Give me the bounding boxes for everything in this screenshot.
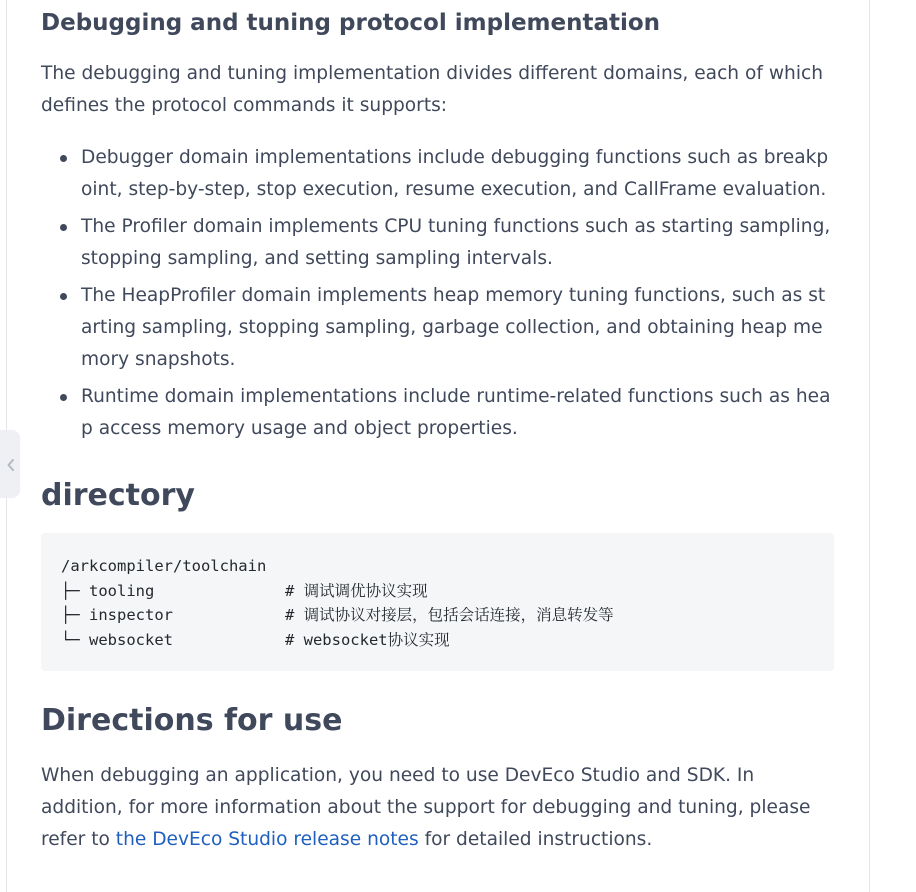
- domain-list: [41, 142, 836, 450]
- code-line: ├─ inspector # 调试协议对接层，包括会话连接，消息转发等: [61, 606, 614, 624]
- sidebar-collapse-toggle[interactable]: [0, 430, 20, 498]
- code-line: /arkcompiler/toolchain: [61, 557, 267, 575]
- list-item: Debugger domain implementations include debugging functions such as breakpoint, step-by-step, stop execution, resume execution, and CallFrame evaluation.: [41, 142, 836, 206]
- directions-text-end: for detailed instructions.: [418, 829, 653, 850]
- list-item: The HeapProfiler domain implements heap memory tuning functions, such as starting sampling, stopping sampling, garbage collection, and obtaining heap memory snapshots.: [41, 280, 836, 376]
- chevron-left-icon: [7, 459, 15, 471]
- list-item: Runtime domain implementations include runtime-related functions such as heap access memory usage and object properties.: [41, 381, 836, 445]
- right-border: [869, 0, 870, 892]
- code-line: ├─ tooling # 调试调优协议实现: [61, 581, 428, 600]
- directory-code-block: [41, 533, 834, 671]
- protocol-heading: Debugging and tuning protocol implementation: [41, 10, 661, 36]
- directions-text: When debugging an application, you need to use DevEco Studio and SDK. In addition, for more information about the support for debugging and tuning, please refer to: [41, 765, 811, 850]
- directions-paragraph: [41, 760, 836, 856]
- list-item: The Profiler domain implements CPU tuning functions such as starting sampling, stopping sampling, and setting sampling intervals.: [41, 211, 836, 275]
- code-line: └─ websocket # websocket协议实现: [61, 630, 450, 649]
- directory-heading: directory: [41, 478, 195, 513]
- release-notes-link[interactable]: the DevEco Studio release notes: [115, 829, 419, 850]
- intro-paragraph: The debugging and tuning implementation divides different domains, each of which defines the protocol commands it supports:: [41, 63, 823, 116]
- directions-heading: Directions for use: [41, 703, 343, 738]
